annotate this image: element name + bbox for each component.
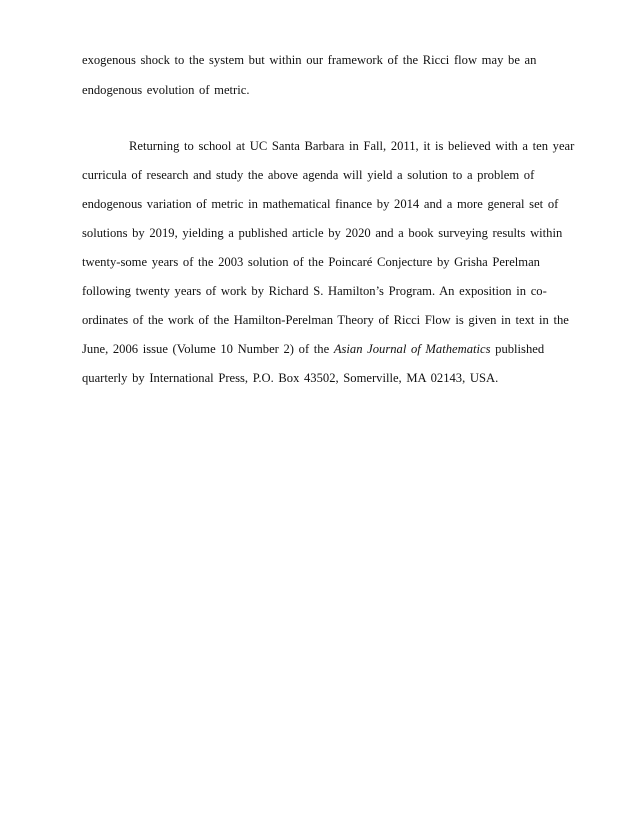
- paragraph-2-line-9: quarterly by International Press, P.O. Box 43502, Somerville, MA 02143, USA.: [82, 371, 499, 385]
- line-8-text-after: published: [490, 342, 545, 356]
- paragraph-2-line-4: solutions by 2019, yielding a published article by 2020 and a book surveying results within: [82, 226, 563, 240]
- paragraph-2-line-6: following twenty years of work by Richard S. Hamilton’s Program. An exposition in co-: [82, 284, 547, 298]
- paragraph-2-line-8: [82, 341, 544, 357]
- paragraph-2-line-3: endogenous variation of metric in mathematical finance by 2014 and a more general set of: [82, 197, 559, 211]
- journal-title: Asian Journal of Mathematics: [333, 342, 491, 356]
- paragraph-1-line-2: endogenous evolution of metric.: [82, 83, 250, 97]
- paragraph-2-line-7: ordinates of the work of the Hamilton-Perelman Theory of Ricci Flow is given in text in the: [82, 313, 569, 327]
- paragraph-2-line-1: Returning to school at UC Santa Barbara in Fall, 2011, it is believed with a ten year: [129, 139, 575, 153]
- paragraph-1-line-1: exogenous shock to the system but within our framework of the Ricci flow may be an: [82, 53, 537, 67]
- paragraph-2-line-2: curricula of research and study the above agenda will yield a solution to a problem of: [82, 168, 535, 182]
- line-8-text-before: June, 2006 issue (Volume 10 Number 2) of the: [82, 342, 334, 356]
- paragraph-2-line-5: twenty-some years of the 2003 solution of the Poincaré Conjecture by Grisha Perelman: [82, 255, 540, 269]
